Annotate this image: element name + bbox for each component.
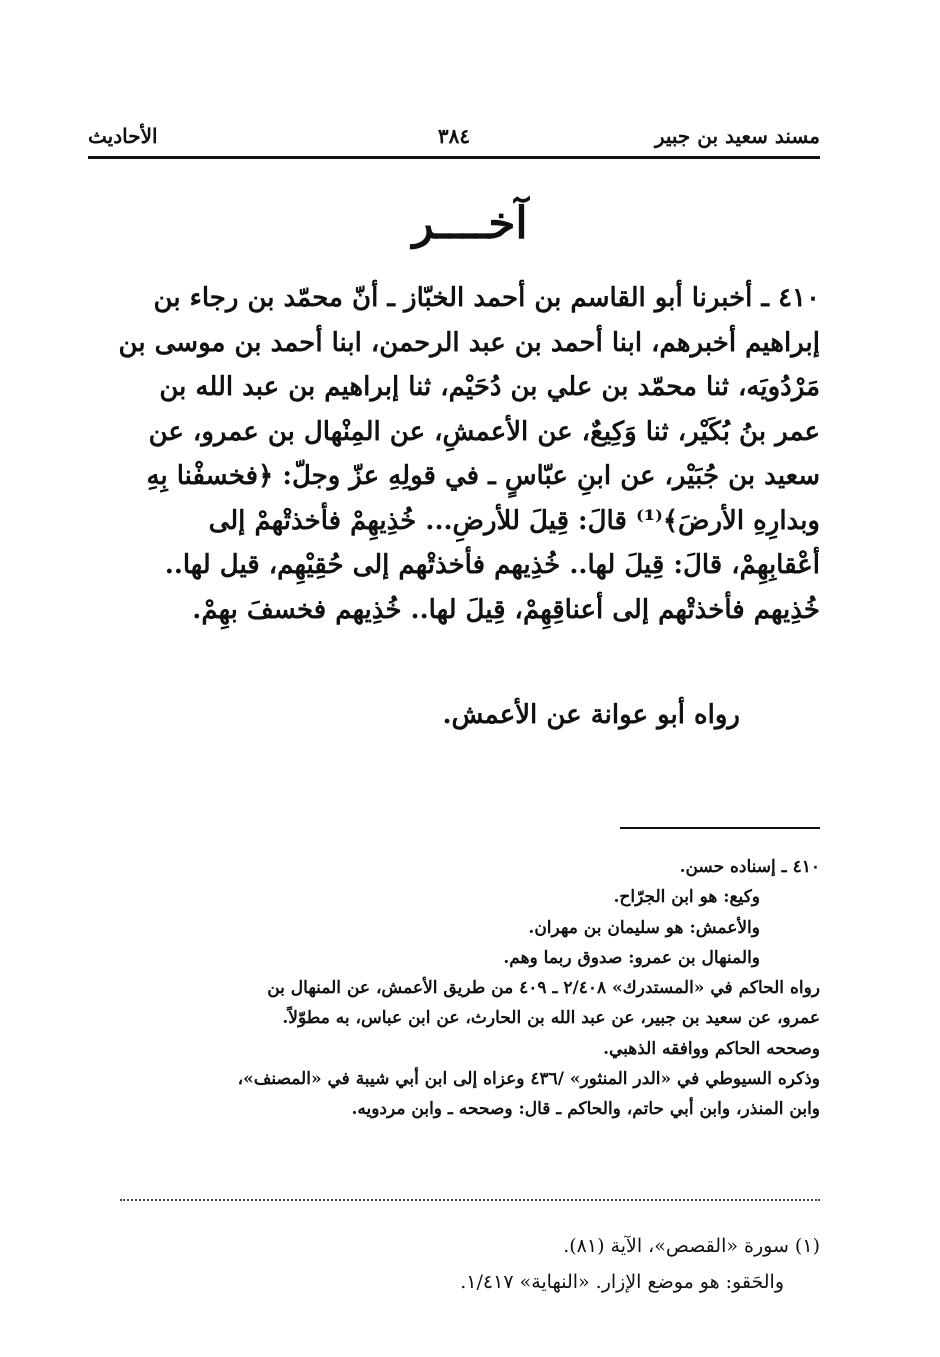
hadith-line: مَرْدُويَه، ثنا محمّد بن علي بن دُحَيْم، ثنا إبراهيم بن عبد الله بن — [159, 372, 820, 402]
note-line: والحَقو: هو موضع الإزار. «النهاية» ١/٤١٧. — [460, 1271, 784, 1293]
note-line: (١) سورة «القصص»، الآية (٨١). — [563, 1235, 820, 1257]
hadith-line: ٤١٠ ـ أخبرنا أبو القاسم بن أحمد الخبّاز ـ أنّ محمّد بن رجاء بن — [153, 283, 820, 313]
margin-notes — [120, 1228, 820, 1300]
section-name: الأحاديث — [88, 124, 158, 148]
notes-divider — [120, 1199, 820, 1201]
footnote-line: وذكره السيوطي في «الدر المنثور» /٤٣٦ وعزاه إلى ابن أبي شيبة في «المصنف»، — [237, 1069, 820, 1090]
page-number: ٣٨٤ — [437, 124, 471, 148]
hadith-text — [96, 276, 820, 632]
footnote-line: وصححه الحاكم ووافقه الذهبي. — [603, 1038, 820, 1059]
footnote-line: رواه الحاكم في «المستدرك» ٢/٤٠٨ ـ ٤٠٩ من طريق الأعمش، عن المنهال بن — [267, 978, 820, 999]
hadith-line: أعْقابِهِمْ، قالَ: قِيلَ لها.. خُذِيهم فأخذتْهم إلى حُقِيْهِم، قيل لها.. — [164, 550, 820, 580]
hadith-line: عمر بنُ بُكَيْر، ثنا وَكِيعٌ، عن الأعمشِ، عن المِنْهال بن عمرو، عن — [148, 416, 820, 447]
hadith-line: خُذِيهم فأخذتْهم إلى أعناقِهِمْ، قِيلَ لها.. خُذِيهم فخسفَ بهِمْ. — [192, 594, 820, 625]
running-header — [88, 122, 820, 159]
footnote-line: وابن المنذر، وابن أبي حاتم، والحاكم ـ قال: وصححه ـ وابن مردويه. — [351, 1099, 820, 1120]
footnote-line: عمرو، عن سعيد بن جبير، عن عبد الله بن الحارث، عن ابن عباس، به مطوّلاً. — [282, 1008, 820, 1029]
hadith-line: سعيد بن جُبَيْر، عن ابنِ عبّاسٍ ـ في قولِهِ عزّ وجلّ: ﴿فخسفْنا بِهِ — [146, 461, 820, 491]
footnote-divider — [620, 827, 820, 829]
hadith-line: وبدارِهِ الأرضَ﴾⁽¹⁾ قالَ: قِيلَ للأرضِ... خُذِيهِمْ فأخذتْهمْ إلى — [208, 505, 820, 536]
footnote-line: والمنهال بن عمرو: صدوق ربما وهم. — [503, 947, 760, 968]
footnote-line: ٤١٠ ـ إسناده حسن. — [679, 857, 820, 877]
takhrij-footnotes — [96, 852, 820, 1125]
narration-note: رواه أبو عوانة عن الأعمش. — [442, 700, 740, 730]
footnote-line: وكيع: هو ابن الجرّاح. — [613, 887, 760, 908]
book-title: مسند سعيد بن جبير — [654, 124, 820, 148]
hadith-line: إبراهيم أخبرهم، ابنا أحمد بن عبد الرحمن، ابنا أحمد بن موسى بن — [118, 327, 820, 358]
section-title: آخــــر — [412, 198, 528, 249]
footnote-line: والأعمش: هو سليمان بن مهران. — [528, 917, 760, 938]
